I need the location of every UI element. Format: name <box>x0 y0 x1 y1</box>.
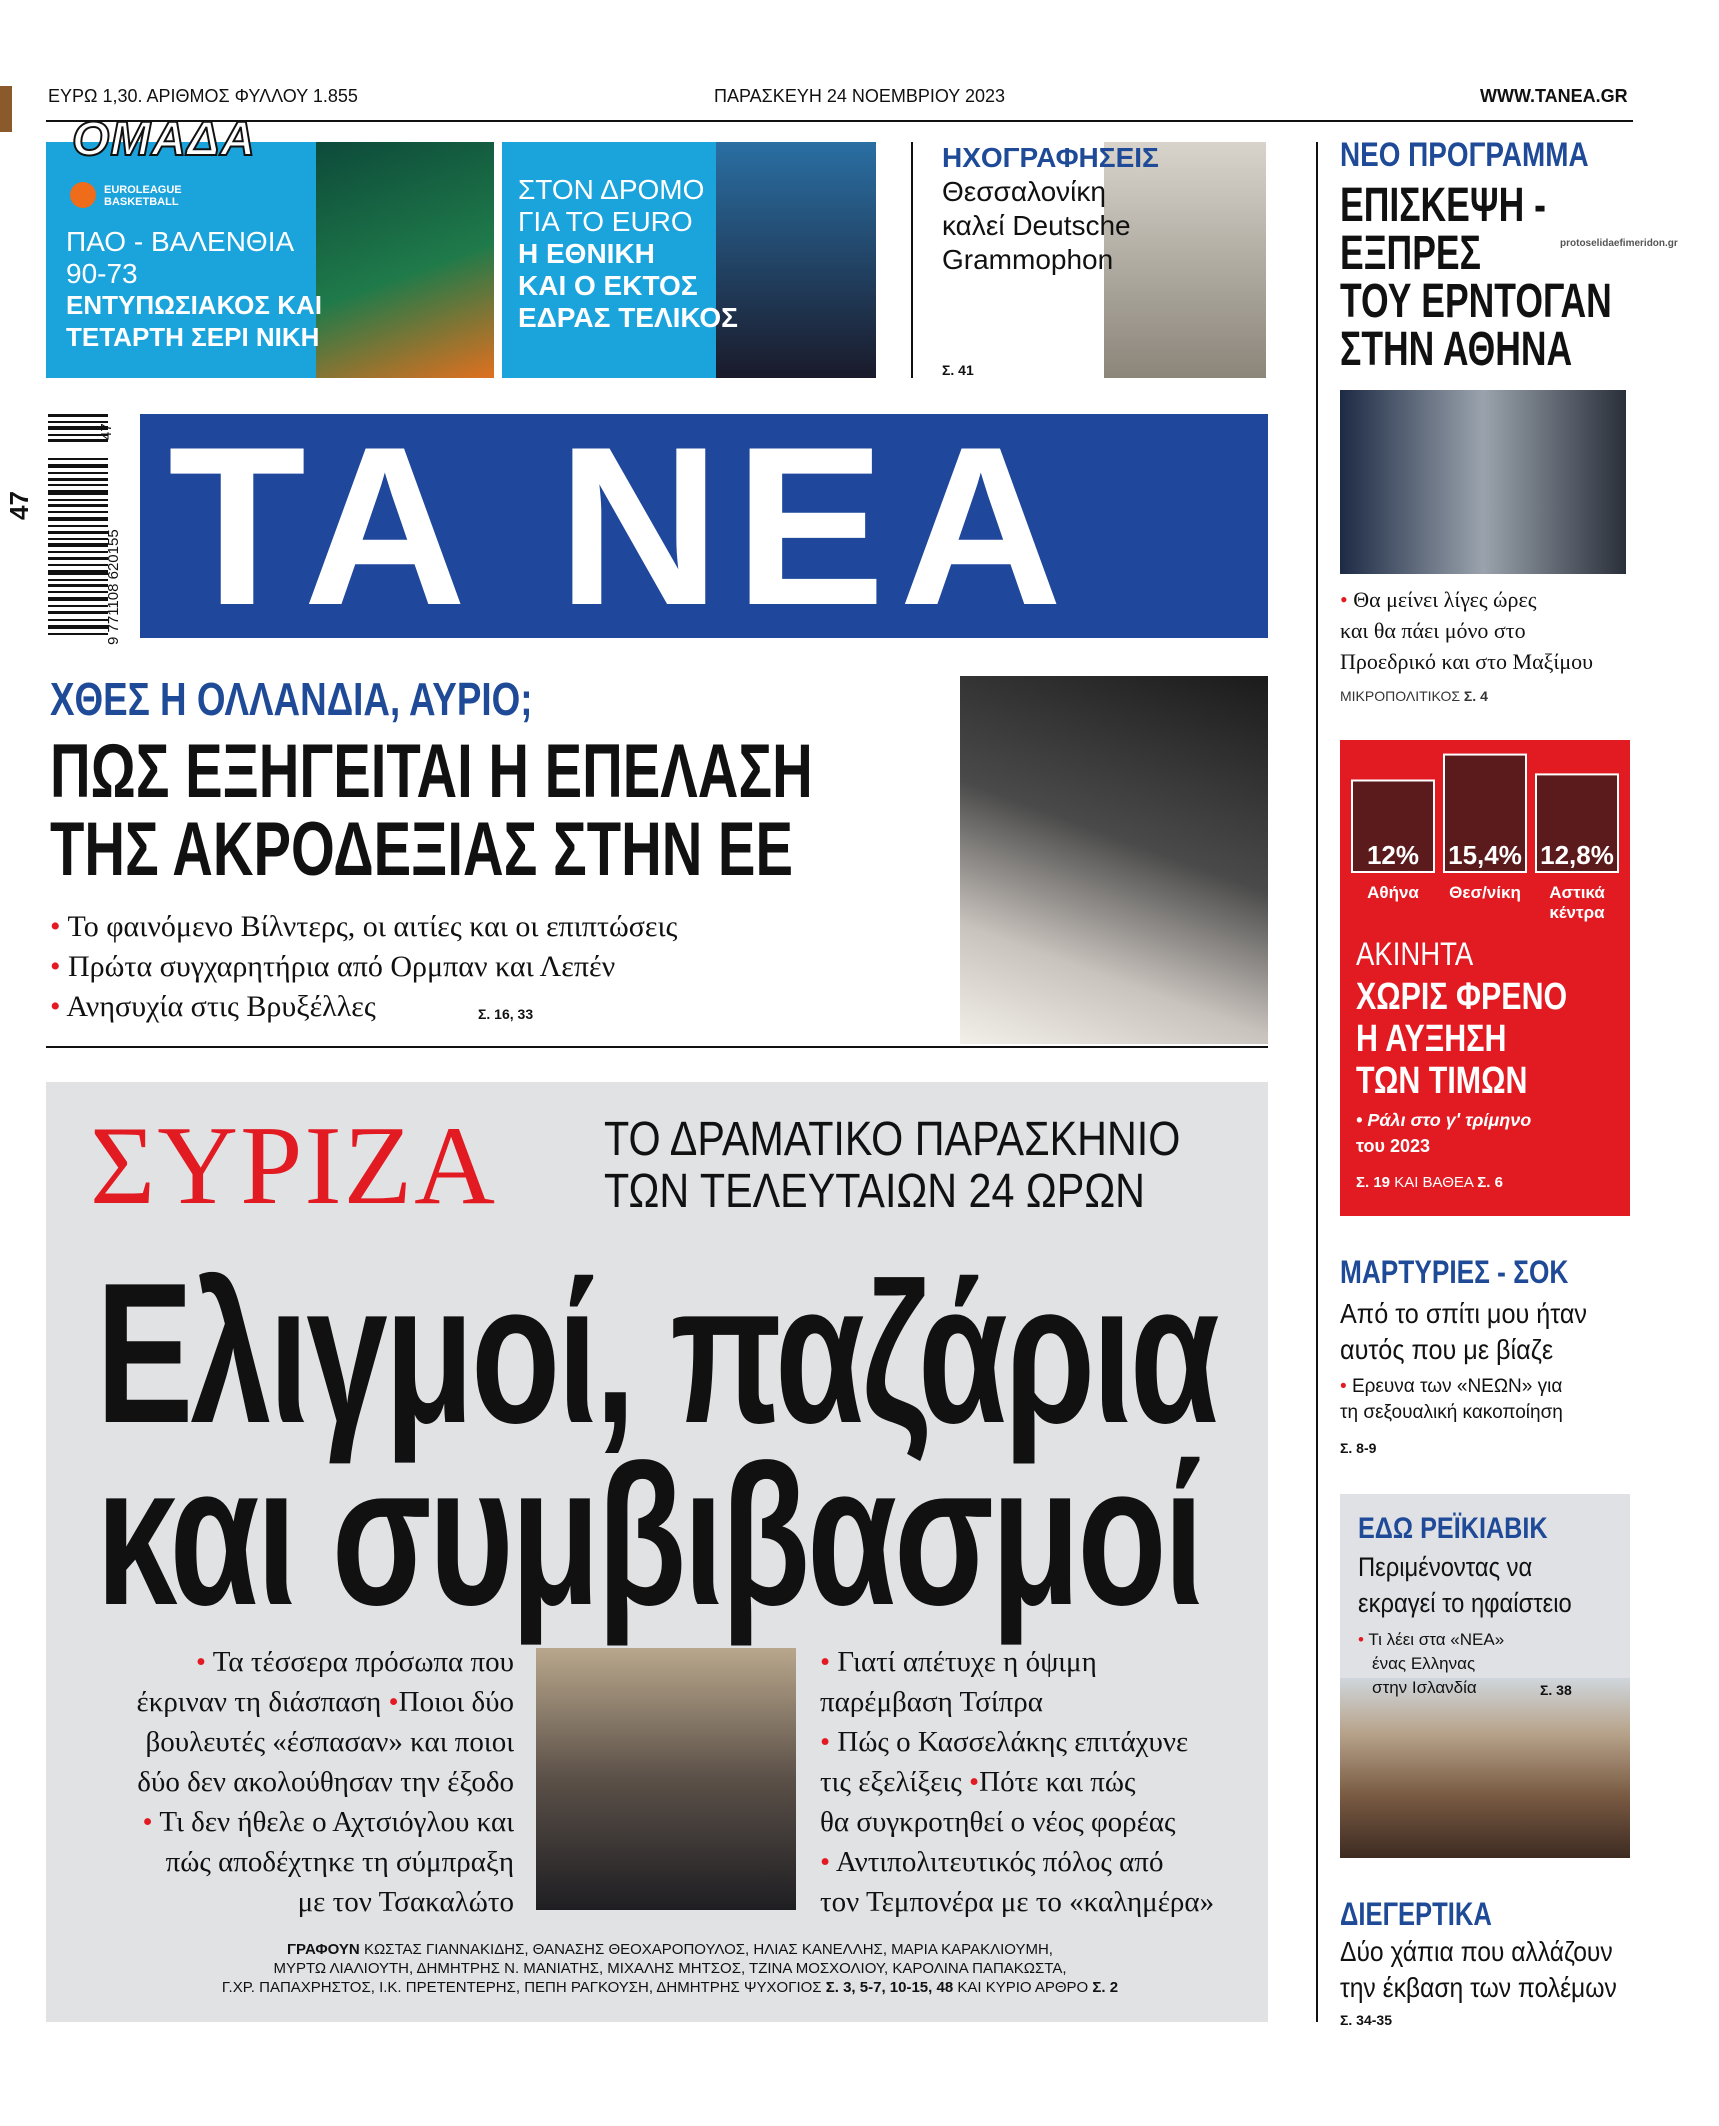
nl-bullet: • Ανησυχία στις Βρυξέλλες <box>50 990 376 1023</box>
maps-line-2: την έκβαση των πολέμων <box>1340 1972 1617 2003</box>
studio-photo <box>1104 142 1266 378</box>
syriza-right-column: • Γιατί απέτυχε η όψιμη παρέμβαση Τσίπρα • Πώς ο Κασσελάκης επιτάχυνε τις εξελίξεις •Πότε και πώς θα συγκροτηθεί ο νέος φορέας • Αντιπολιτευτικός πόλος από τον Τεμπονέρα με το «καλημέρα» <box>820 1646 1215 1918</box>
syriza-sub-2: ΤΩΝ ΤΕΛΕΥΤΑΙΩΝ 24 ΩΡΩΝ <box>604 1165 1145 1218</box>
nl-bullet: • Πρώτα συγχαρητήρια από Ορμπαν και Λεπέν <box>50 950 616 983</box>
chart-category-label: Θεσ/νίκη <box>1449 883 1521 902</box>
property-bullet-1: • Ράλι στο γ' τρίμηνο <box>1356 1110 1532 1130</box>
side-issue-mark: 47 <box>4 491 34 520</box>
logo-text: ΤΑ ΝΕΑ <box>168 414 1077 638</box>
property-chart <box>1340 740 1630 940</box>
nl-rule <box>46 1046 1268 1048</box>
nl-headline-1: ΠΩΣ ΕΞΗΓΕΙΤΑΙ Η ΕΠΕΛΑΣΗ <box>50 729 813 814</box>
omada-score: 90-73 <box>66 258 138 289</box>
right-column-rule <box>1316 142 1318 2022</box>
omada-line4: ΤΕΤΑΡΤΗ ΣΕΡΙ ΝΙΚΗ <box>66 322 320 352</box>
left-edge-marker <box>0 86 12 132</box>
nl-kicker: ΧΘΕΣ Η ΟΛΛΑΝΔΙΑ, ΑΥΡΙΟ; <box>50 673 533 725</box>
chart-value-label: 12% <box>1366 840 1420 870</box>
nl-headline-2: ΤΗΣ ΑΚΡΟΔΕΞΙΑΣ ΣΤΗΝ ΕΕ <box>50 807 793 892</box>
volcano-photo <box>1340 1678 1630 1858</box>
website: WWW.TANEA.GR <box>1480 86 1628 106</box>
omada-brand: ΟΜΑΔΑ <box>72 113 256 166</box>
reykjavik-line-2: εκραγεί το ηφαίστειο <box>1358 1588 1572 1618</box>
erdogan-ref: ΜΙΚΡΟΠΟΛΙΤΙΚΟΣ Σ. 4 <box>1340 688 1488 704</box>
barcode-number: 9 771108 620155 <box>105 529 122 645</box>
chart-category-label: Αστικά <box>1549 883 1605 902</box>
reykjavik-panel[interactable] <box>1340 1494 1630 1858</box>
wilders-photo <box>960 676 1268 1044</box>
syriza-name: ΣΥΡΙΖΑ <box>90 1104 497 1228</box>
reykjavik-kicker: ΕΔΩ ΡΕΪΚΙΑΒΙΚ <box>1358 1512 1548 1545</box>
omada-line3: ΕΝΤΥΠΩΣΙΑΚΟΣ ΚΑΙ <box>66 290 322 320</box>
property-title-3: Η ΑΥΞΗΣΗ <box>1356 1018 1507 1060</box>
syriza-photo <box>536 1648 796 1910</box>
euro-line4: ΚΑΙ Ο ΕΚΤΟΣ <box>518 270 698 301</box>
syriza-headline-2: και συμβιβασμοί <box>96 1424 1202 1647</box>
reykjavik-bullet: • Τι λέει στα «ΝΕΑ» ένας Ελληνας στην Ισλανδία <box>1358 1630 1505 1697</box>
chart-category-label: κέντρα <box>1549 903 1605 922</box>
issue-date: ΠΑΡΑΣΚΕΥΗ 24 ΝΟΕΜΒΡΙΟΥ 2023 <box>714 86 1006 106</box>
watermark: protoselidaefimeridon.gr <box>1560 238 1678 249</box>
player-photo <box>316 142 494 378</box>
records-page: Σ. 41 <box>942 362 974 378</box>
maps-page: Σ. 34-35 <box>1340 2012 1392 2028</box>
property-bullet-2: του 2023 <box>1356 1136 1431 1156</box>
abuse-kicker: ΜΑΡΤΥΡΙΕΣ - ΣΟΚ <box>1340 1254 1569 1290</box>
euro-line1: ΣΤΟΝ ΔΡΟΜΟ <box>518 174 705 205</box>
chart-category-label: Αθήνα <box>1367 883 1419 902</box>
abuse-line-2: αυτός που με βίαζε <box>1340 1334 1554 1365</box>
euroleague-logo <box>70 182 96 208</box>
logo-banner[interactable] <box>140 414 1268 638</box>
abuse-bullet-2: τη σεξουαλική κακοποίηση <box>1340 1402 1563 1423</box>
abuse-line-1: Από το σπίτι μου ήταν <box>1340 1298 1588 1329</box>
erdogan-photo <box>1340 390 1626 574</box>
syriza-sub-1: ΤΟ ΔΡΑΜΑΤΙΚΟ ΠΑΡΑΣΚΗΝΙΟ <box>604 1113 1181 1166</box>
promo-omada[interactable] <box>46 142 494 378</box>
records-line1: Θεσσαλονίκη <box>942 176 1106 207</box>
nl-pages: Σ. 16, 33 <box>478 1006 534 1022</box>
records-kicker: ΗΧΟΓΡΑΦΗΣΕΙΣ <box>942 142 1159 173</box>
erdogan-headline-3: ΤΟΥ ΕΡΝΤΟΓΑΝ <box>1340 275 1612 328</box>
syriza-writers: ΓΡΑΦΟΥΝ ΚΩΣΤΑΣ ΓΙΑΝΝΑΚΙΔΗΣ, ΘΑΝΑΣΗΣ ΘΕΟΧΑΡΟΠΟΥΛΟΣ, ΗΛΙΑΣ ΚΑΝΕΛΛΗΣ, ΜΑΡΙΑ ΚΑΡΑΚΛΙΟΥΜΗ, ΜΥΡΤΩ ΛΙΑΛΙΟΥΤΗ, ΔΗΜΗΤΡΗΣ Ν. ΜΑΝΙΑΤΗΣ, ΜΙΧΑΛΗΣ ΜΗΤΣΟΣ, ΤΖΙΝΑ ΜΟΣΧΟΛΙΟΥ, ΚΑΡΟΛΙΝΑ ΠΑΠΑΚΩΣΤΑ, Γ.ΧΡ. ΠΑΠΑΧΡΗΣΤΟΣ, Ι.Κ. ΠΡΕΤΕΝΤΕΡΗΣ, ΠΕΠΗ ΡΑΓΚΟΥΣΗ, ΔΗΜΗΤΡΗΣ ΨΥΧΟΓΙΟΣ Σ. 3, 5-7, 10-15, 48 ΚΑΙ ΚΥΡΙΟ ΑΡΘΡΟ Σ. 2 <box>221 1941 1119 1996</box>
league-label: EUROLEAGUE BASKETBALL <box>104 184 182 208</box>
records-line2: καλεί Deutsche <box>942 210 1131 241</box>
maps-kicker: ΔΙΕΓΕΡΤΙΚΑ <box>1340 1896 1492 1932</box>
erdogan-kicker: ΝΕΟ ΠΡΟΓΡΑΜΜΑ <box>1340 136 1589 174</box>
erdogan-headline-1: ΕΠΙΣΚΕΨΗ - <box>1340 179 1546 232</box>
promo-euro[interactable] <box>502 142 876 378</box>
promo-divider <box>911 142 913 378</box>
erdogan-bullet: • Θα μείνει λίγες ώρες και θα πάει μόνο στο Προεδρικό και στο Μαξίμου <box>1340 587 1594 674</box>
abuse-bullet-1: • Ερευνα των «ΝΕΩΝ» για <box>1340 1376 1563 1397</box>
erdogan-headline-4: ΣΤΗΝ ΑΘΗΝΑ <box>1340 323 1573 376</box>
euro-line3: Η ΕΘΝΙΚΗ <box>518 238 655 269</box>
nl-bullet: • Το φαινόμενο Βίλντερς, οι αιτίες και οι επιπτώσεις <box>50 910 678 943</box>
property-title-1: ΑΚΙΝΗΤΑ <box>1356 936 1474 972</box>
price-issue: ΕΥΡΩ 1,30. ΑΡΙΘΜΟΣ ΦΥΛΛΟΥ 1.855 <box>48 86 358 106</box>
top-rule <box>46 120 1633 122</box>
erdogan-headline-2: ΕΞΠΡΕΣ <box>1340 227 1481 280</box>
reykjavik-page: Σ. 38 <box>1540 1682 1572 1698</box>
euro-line2: ΓΙΑ ΤΟ EURO <box>518 206 693 237</box>
chart-value-label: 12,8% <box>1540 840 1614 870</box>
records-line3: Grammophon <box>942 244 1114 275</box>
promo-records[interactable] <box>936 142 1266 378</box>
reykjavik-line-1: Περιμένοντας να <box>1358 1552 1533 1582</box>
omada-line1: ΠΑΟ - ΒΑΛΕΝΘΙΑ <box>66 226 295 257</box>
euro-line5: ΕΔΡΑΣ ΤΕΛΙΚΟΣ <box>518 302 738 333</box>
maps-line-1: Δύο χάπια που αλλάζουν <box>1340 1936 1613 1967</box>
coach-photo <box>716 142 876 378</box>
barcode-issue: 47 <box>98 423 115 440</box>
property-title-4: ΤΩΝ ΤΙΜΩΝ <box>1356 1060 1528 1102</box>
property-panel[interactable] <box>1340 740 1630 1216</box>
abuse-page: Σ. 8-9 <box>1340 1440 1377 1456</box>
syriza-headline-1: Ελιγμοί, παζάρια <box>96 1242 1217 1465</box>
property-ref: Σ. 19 ΚΑΙ ΒΑΘΕΑ Σ. 6 <box>1356 1174 1503 1191</box>
syriza-left-column: • Τα τέσσερα πρόσωπα που έκριναν τη διάσπαση •Ποιοι δύο βουλευτές «έσπασαν» και ποιοι δύο δεν ακολούθησαν την έξοδο • Τι δεν ήθελε ο Αχτσιόγλου και πώς αποδέχτηκε τη σύμπραξη με τον Τσακαλώτο <box>136 1646 514 1918</box>
property-title-2: ΧΩΡΙΣ ΦΡΕΝΟ <box>1356 976 1568 1018</box>
chart-value-label: 15,4% <box>1448 840 1522 870</box>
